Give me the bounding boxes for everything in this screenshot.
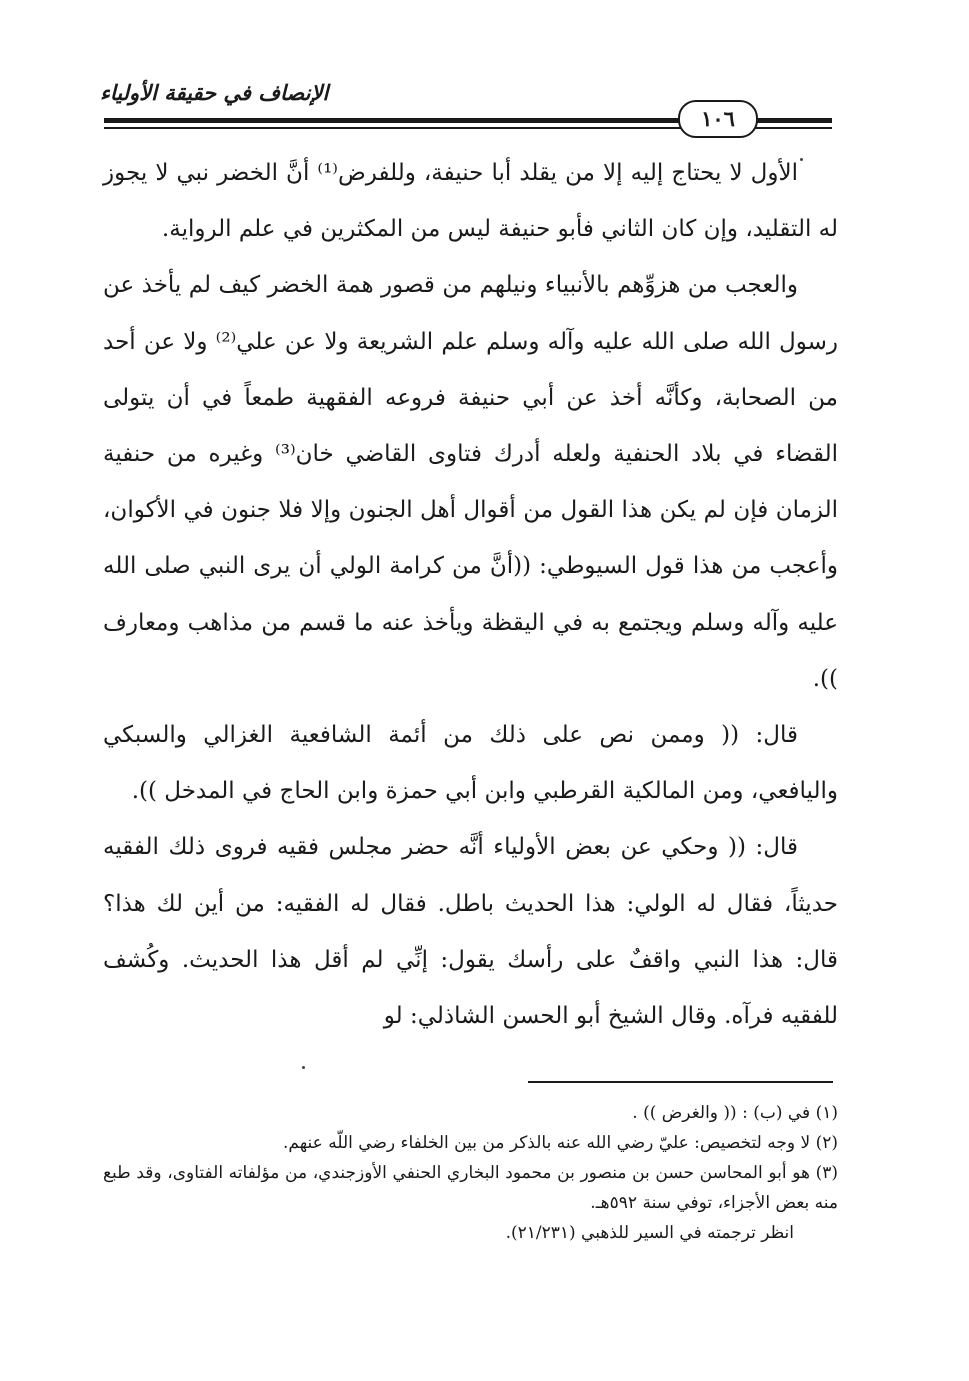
- speck: [302, 1066, 305, 1069]
- paragraph: قال: (( وحكي عن بعض الأولياء أنَّه حضر مجلس فقيه فروى ذلك الفقيه حديثاً، فقال له الولي: هذا الحديث باطل. فقال له الفقيه: من أين لك هذا؟ قال: هذا النبي واقفٌ على رأسك يقول: إنِّي لم أقل هذا الحديث. وكُشف للفقيه فرآه. وقال الشيخ أبو الحسن الشاذلي: لو: [103, 834, 838, 1030]
- footnotes: [103, 1098, 838, 1248]
- main-text: [103, 145, 838, 1044]
- footnote-1: (١) في (ب) : (( والغرض )) .: [632, 1103, 838, 1123]
- page-number-badge: ١٠٦: [678, 100, 758, 138]
- footnote-3: (٣) هو أبو المحاسن حسن بن منصور بن محمود البخاري الحنفي الأوزجندي، من مؤلفاته الفتاوى، وقد طبع منه بعض الأجزاء، توفي سنة ٥٩٢هـ.: [103, 1163, 838, 1213]
- paragraph: الأول لا يحتاج إليه إلا من يقلد أبا حنيفة، وللفرض⁽¹⁾ أنَّ الخضر نبي لا يجوز له التقليد، وإن كان الثاني فأبو حنيفة ليس من المكثرين في علم الرواية.: [103, 160, 838, 243]
- running-title: الإنصاف في حقيقة الأولياء: [100, 80, 329, 105]
- footnote-separator: [528, 1081, 833, 1083]
- footnote-3-reference: انظر ترجمته في السير للذهبي (٢١/٢٣١).: [505, 1223, 794, 1243]
- paragraph: قال: (( وممن نص على ذلك من أئمة الشافعية الغزالي والسبكي واليافعي، ومن المالكية القرطبي وابن أبي حمزة وابن الحاج في المدخل )).: [103, 722, 838, 805]
- footnote-2: (٢) لا وجه لتخصيص: عليّ رضي الله عنه بالذكر من بين الخلفاء رضي اللّه عنهم.: [283, 1133, 838, 1153]
- paragraph: والعجب من هزوِّهم بالأنبياء ونيلهم من قصور همة الخضر كيف لم يأخذ عن رسول الله صلى الله عليه وآله وسلم علم الشريعة ولا عن علي⁽²⁾ ولا عن أحد من الصحابة، وكأنَّه أخذ عن أبي حنيفة فروعه الفقهية طمعاً في أن يتولى القضاء في بلاد الحنفية ولعله أدرك فتاوى القاضي خان⁽³⁾ وغيره من حنفية الزمان فإن لم يكن هذا القول من أقوال أهل الجنون وإلا فلا جنون في الأكوان، وأعجب من هذا قول السيوطي: ((أنَّ من كرامة الولي أن يرى النبي صلى الله عليه وآله وسلم ويجتمع به في اليقظة ويأخذ عنه ما قسم من مذاهب ومعارف )).: [103, 272, 838, 692]
